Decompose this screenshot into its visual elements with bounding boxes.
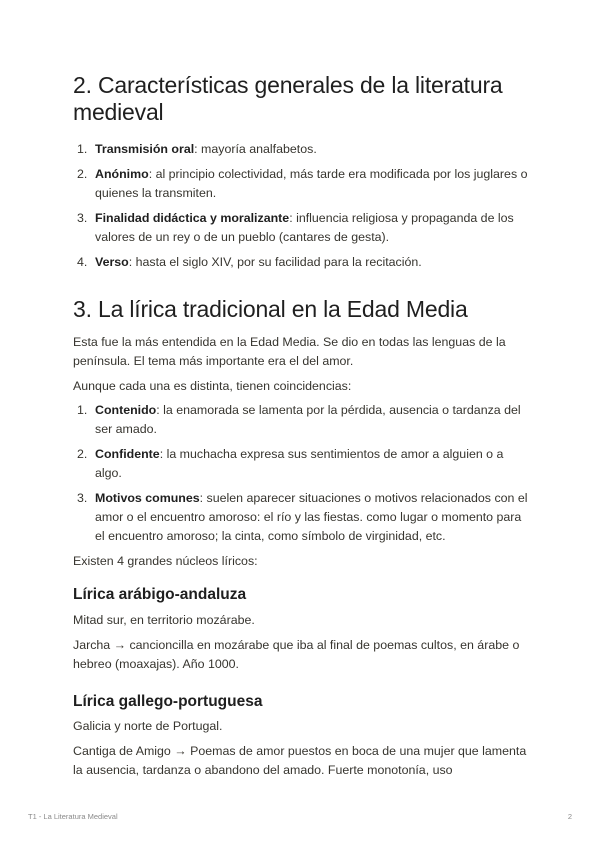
list-term: Confidente [95,447,160,461]
list-term: Anónimo [95,167,149,181]
list-term: Verso [95,255,129,269]
list-text: : la muchacha expresa sus sentimientos de amor a alguien o a algo. [95,447,504,480]
section-3-heading: 3. La lírica tradicional en la Edad Media [73,296,468,322]
paragraph: Cantiga de Amigo → Poemas de amor puestos en boca de una mujer que lamenta la ausencia, tardanza o abandono del amado. Fuerte monotonía, uso [73,744,527,777]
list-text: : la enamorada se lamenta por la pérdida, ausencia o tardanza del ser amado. [95,403,521,436]
list-item [73,253,533,272]
coincidences-list [73,401,533,546]
footer-title: T1 - La Literatura Medieval [28,812,118,821]
list-term: Motivos comunes [95,491,200,505]
paragraph: Mitad sur, en territorio mozárabe. [73,613,255,627]
list-term: Transmisión oral [95,142,195,156]
list-number: 3. [77,491,88,505]
subheading-gallego-portuguesa: Lírica gallego-portuguesa [73,693,263,710]
lead-paragraph: Aunque cada una es distinta, tienen coincidencias: [73,379,352,393]
list-number: 2. [77,167,88,181]
list-item [73,401,533,439]
page-content [73,72,533,780]
list-number: 4. [77,255,88,269]
intro-paragraph: Esta fue la más entendida en la Edad Media. Se dio en todas las lenguas de la península. El tema más importante era el del amor. [73,335,506,368]
list-number: 3. [77,211,88,225]
characteristics-list [73,140,533,272]
list-number: 1. [77,403,88,417]
list-text: : mayoría analfabetos. [194,142,317,156]
list-item [73,140,533,159]
list-text: : influencia religiosa y propaganda de los valores de un rey o de un pueblo (cantares de gesta). [95,211,514,244]
outro-paragraph: Existen 4 grandes núcleos líricos: [73,554,258,568]
list-item [73,165,533,203]
list-number: 1. [77,142,88,156]
paragraph: Galicia y norte de Portugal. [73,719,223,733]
list-text: : suelen aparecer situaciones o motivos relacionados con el amor o el encuentro amoroso: el río y las fiestas. como lugar o momento para el encuentro amoroso; la cinta, como símbolo de virginidad, etc. [95,491,528,543]
list-number: 2. [77,447,88,461]
list-text: : hasta el siglo XIV, por su facilidad para la recitación. [128,255,422,269]
list-term: Finalidad didáctica y moralizante [95,211,290,225]
list-item [73,445,533,483]
subheading-arabigo-andaluza: Lírica arábigo-andaluza [73,586,247,603]
section-2-heading: 2. Características generales de la literatura medieval [73,72,503,125]
list-term: Contenido [95,403,157,417]
page-footer [28,812,572,821]
list-item [73,209,533,247]
page-number: 2 [567,812,572,821]
list-item [73,489,533,546]
list-text: : al principio colectividad, más tarde era modificada por los juglares o quienes la transmiten. [95,167,528,200]
paragraph: Jarcha → cancioncilla en mozárabe que iba al final de poemas cultos, en árabe o hebreo (moaxajas). Año 1000. [73,638,520,671]
